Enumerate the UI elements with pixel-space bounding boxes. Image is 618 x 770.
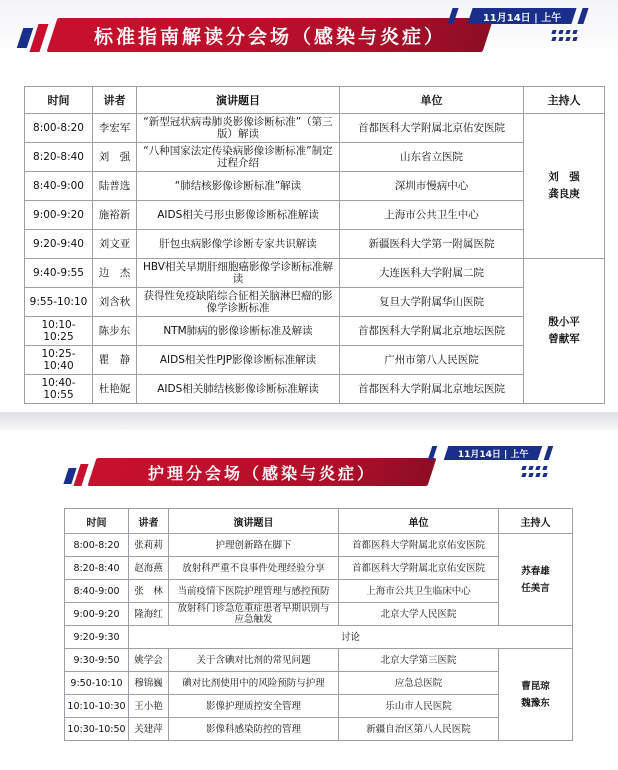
host-name: 魏豫东 bbox=[521, 697, 550, 709]
table-row bbox=[25, 143, 605, 172]
cell-speaker: 陈步东 bbox=[93, 317, 137, 346]
cell-speaker: 李宏军 bbox=[93, 114, 137, 143]
host-name: 龚良庚 bbox=[548, 188, 580, 200]
cell-unit: 山东省立医院 bbox=[340, 143, 524, 172]
cell-unit: 广州市第八人民医院 bbox=[340, 346, 524, 375]
cell-topic: 获得性免疫缺陷综合征相关脑淋巴瘤的影像学诊断标准 bbox=[137, 288, 340, 317]
cell-time: 9:30-9:50 bbox=[65, 649, 129, 672]
cell-unit: 大连医科大学附属二院 bbox=[340, 259, 524, 288]
decor-stripe bbox=[577, 8, 588, 24]
section-title: 标准指南解读分会场（感染与炎症） bbox=[93, 25, 446, 48]
cell-topic: HBV相关早期肝细胞癌影像学诊断标准解读 bbox=[137, 259, 340, 288]
discussion-row bbox=[65, 626, 573, 649]
cell-topic: “八种国家法定传染病影像诊断标准”制定过程介绍 bbox=[137, 143, 340, 172]
table-row bbox=[25, 201, 605, 230]
cell-time: 8:00-8:20 bbox=[25, 114, 93, 143]
header-time: 时间 bbox=[25, 87, 93, 114]
cell-speaker: 边 杰 bbox=[93, 259, 137, 288]
cell-time: 10:10-10:25 bbox=[25, 317, 93, 346]
date-tag bbox=[444, 446, 543, 460]
date-tag bbox=[467, 8, 576, 24]
decor-dots bbox=[552, 30, 577, 41]
table-row bbox=[65, 718, 573, 741]
cell-time: 9:50-10:10 bbox=[65, 672, 129, 695]
header-unit: 单位 bbox=[339, 509, 499, 534]
table-row bbox=[25, 230, 605, 259]
cell-unit: 上海市公共卫生中心 bbox=[340, 201, 524, 230]
cell-time: 9:40-9:55 bbox=[25, 259, 93, 288]
cell-speaker: 姚学会 bbox=[129, 649, 169, 672]
cell-unit: 首都医科大学附属北京佑安医院 bbox=[339, 557, 499, 580]
decor-stripe bbox=[544, 446, 554, 460]
cell-unit: 首都医科大学附属北京地坛医院 bbox=[340, 375, 524, 404]
header-host: 主持人 bbox=[499, 509, 573, 534]
table-row bbox=[25, 346, 605, 375]
header-time: 时间 bbox=[65, 509, 129, 534]
cell-topic: AIDS相关性PJP影像诊断标准解读 bbox=[137, 346, 340, 375]
cell-unit: 乐山市人民医院 bbox=[339, 695, 499, 718]
table-row bbox=[65, 557, 573, 580]
table-row bbox=[25, 375, 605, 404]
cell-speaker: 陆普选 bbox=[93, 172, 137, 201]
cell-topic: 护理创新路在脚下 bbox=[169, 534, 339, 557]
header-topic: 演讲题目 bbox=[137, 87, 340, 114]
table-row bbox=[25, 317, 605, 346]
cell-time: 8:40-9:00 bbox=[65, 580, 129, 603]
table-row bbox=[25, 259, 605, 288]
cell-topic: 当前疫情下医院护理管理与感控预防 bbox=[169, 580, 339, 603]
cell-time: 9:20-9:30 bbox=[65, 626, 129, 649]
cell-time: 8:00-8:20 bbox=[65, 534, 129, 557]
cell-time: 9:00-9:20 bbox=[65, 603, 129, 626]
cell-speaker: 王小艳 bbox=[129, 695, 169, 718]
cell-topic: 肝包虫病影像学诊断专家共识解读 bbox=[137, 230, 340, 259]
cell-speaker: 瞿 静 bbox=[93, 346, 137, 375]
cell-unit: 新疆医科大学第一附属医院 bbox=[340, 230, 524, 259]
table-header-row bbox=[65, 509, 573, 534]
cell-speaker: 杜艳妮 bbox=[93, 375, 137, 404]
discussion-label: 讨论 bbox=[129, 626, 573, 649]
cell-time: 8:20-8:40 bbox=[65, 557, 129, 580]
table-row bbox=[25, 114, 605, 143]
schedule-table bbox=[64, 508, 573, 741]
cell-speaker: 施裕新 bbox=[93, 201, 137, 230]
cell-topic: AIDS相关肺结核影像诊断标准解读 bbox=[137, 375, 340, 404]
cell-topic: 放射科门诊急危重症患者早期识别与应急触发 bbox=[169, 603, 339, 626]
table-row bbox=[65, 649, 573, 672]
cell-topic: 碘对比剂使用中的风险预防与护理 bbox=[169, 672, 339, 695]
cell-topic: “新型冠状病毒肺炎影像诊断标准”（第三版）解读 bbox=[137, 114, 340, 143]
cell-speaker: 刘含秋 bbox=[93, 288, 137, 317]
cell-topic: “肺结核影像诊断标准”解读 bbox=[137, 172, 340, 201]
cell-host bbox=[499, 534, 573, 626]
host-name: 苏春雄 bbox=[521, 565, 550, 577]
header-host: 主持人 bbox=[524, 87, 605, 114]
cell-speaker: 隆海红 bbox=[129, 603, 169, 626]
cell-unit: 深圳市慢病中心 bbox=[340, 172, 524, 201]
cell-host bbox=[524, 259, 605, 404]
decor-dots bbox=[522, 466, 547, 477]
cell-speaker: 张 林 bbox=[129, 580, 169, 603]
cell-host bbox=[524, 114, 605, 259]
host-name: 刘 强 bbox=[548, 171, 580, 183]
cell-time: 10:10-10:30 bbox=[65, 695, 129, 718]
table-header-row bbox=[25, 87, 605, 114]
cell-topic: 放射科严重不良事件处理经验分享 bbox=[169, 557, 339, 580]
header-speaker: 讲者 bbox=[93, 87, 137, 114]
cell-topic: NTM肺病的影像诊断标准及解读 bbox=[137, 317, 340, 346]
cell-time: 10:40-10:55 bbox=[25, 375, 93, 404]
cell-time: 8:20-8:40 bbox=[25, 143, 93, 172]
cell-time: 9:55-10:10 bbox=[25, 288, 93, 317]
table-row bbox=[25, 172, 605, 201]
table-row bbox=[65, 603, 573, 626]
cell-host bbox=[499, 649, 573, 741]
host-name: 任美言 bbox=[521, 582, 550, 594]
cell-time: 9:20-9:40 bbox=[25, 230, 93, 259]
cell-unit: 新疆自治区第八人民医院 bbox=[339, 718, 499, 741]
date-label: 11月14日 | 上午 bbox=[457, 449, 529, 460]
host-name: 殷小平 bbox=[548, 316, 580, 328]
cell-time: 10:30-10:50 bbox=[65, 718, 129, 741]
cell-unit: 北京大学人民医院 bbox=[339, 603, 499, 626]
table-row bbox=[65, 695, 573, 718]
cell-topic: 关于含碘对比剂的常见问题 bbox=[169, 649, 339, 672]
cell-speaker: 穆锦巍 bbox=[129, 672, 169, 695]
cell-unit: 首都医科大学附属北京佑安医院 bbox=[340, 114, 524, 143]
cell-time: 10:25-10:40 bbox=[25, 346, 93, 375]
cell-topic: 影像科感染防控的管理 bbox=[169, 718, 339, 741]
section-title: 护理分会场（感染与炎症） bbox=[147, 463, 376, 483]
cell-speaker: 刘 强 bbox=[93, 143, 137, 172]
header-topic: 演讲题目 bbox=[169, 509, 339, 534]
table-row bbox=[25, 288, 605, 317]
cell-speaker: 张莉莉 bbox=[129, 534, 169, 557]
cell-speaker: 赵海燕 bbox=[129, 557, 169, 580]
cell-time: 8:40-9:00 bbox=[25, 172, 93, 201]
header-unit: 单位 bbox=[340, 87, 524, 114]
host-name: 曾献军 bbox=[548, 333, 580, 345]
table-row bbox=[65, 672, 573, 695]
cell-unit: 北京大学第三医院 bbox=[339, 649, 499, 672]
cell-unit: 复旦大学附属华山医院 bbox=[340, 288, 524, 317]
section-banner bbox=[52, 18, 488, 52]
cell-topic: 影像护理质控安全管理 bbox=[169, 695, 339, 718]
cell-topic: AIDS相关弓形虫影像诊断标准解读 bbox=[137, 201, 340, 230]
cell-unit: 首都医科大学附属北京地坛医院 bbox=[340, 317, 524, 346]
cell-unit: 应急总医院 bbox=[339, 672, 499, 695]
cell-unit: 上海市公共卫生临床中心 bbox=[339, 580, 499, 603]
header-speaker: 讲者 bbox=[129, 509, 169, 534]
cell-time: 9:00-9:20 bbox=[25, 201, 93, 230]
section-banner bbox=[92, 458, 432, 486]
date-label: 11月14日 | 上午 bbox=[482, 12, 562, 24]
panel-divider bbox=[0, 412, 618, 430]
cell-unit: 首都医科大学附属北京佑安医院 bbox=[339, 534, 499, 557]
table-row bbox=[65, 580, 573, 603]
host-name: 曹昆琼 bbox=[521, 680, 550, 692]
table-row bbox=[65, 534, 573, 557]
cell-speaker: 关建萍 bbox=[129, 718, 169, 741]
cell-speaker: 刘文亚 bbox=[93, 230, 137, 259]
schedule-table bbox=[24, 86, 605, 404]
